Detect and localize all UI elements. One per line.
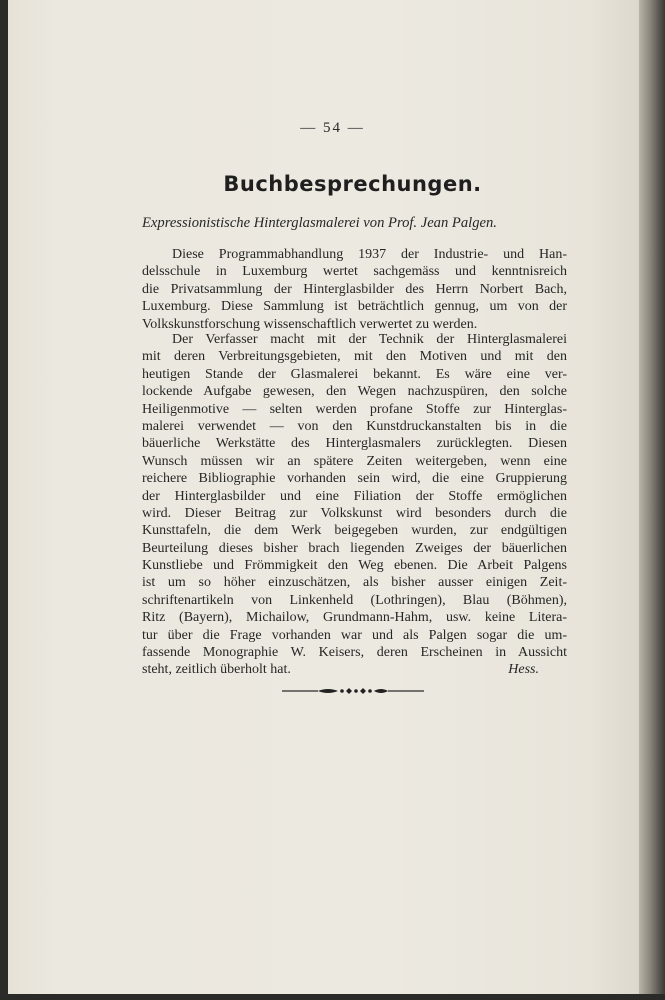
text-line: ist um so höher einzuschätzen, als bisher ausser einigen Zeit- <box>142 575 567 591</box>
text-line: bäuerliche Werkstätte des Hinterglasmalers zurücklegten. Diesen <box>142 436 567 452</box>
text-line: wird. Dieser Beitrag zur Volkskunst wird besonders durch die <box>142 505 567 521</box>
text-line: fassende Monographie W. Keisers, deren Erscheinen in Aussicht <box>142 645 567 661</box>
paragraph-1 <box>142 246 567 333</box>
text-line: Der Verfasser macht mit der Technik der Hinterglasmalerei <box>172 332 567 347</box>
text-line: schriftenartikeln von Linkenheld (Lothringen), Blau (Böhmen), <box>142 592 567 608</box>
text-line: lockende Aufgabe gewesen, den Wegen nachzuspüren, den solche <box>142 384 567 400</box>
text-line: delsschule in Luxemburg wertet sachgemäss und kenntnisreich <box>142 264 567 280</box>
page-number: — 54 — <box>300 120 365 136</box>
text-line: tur über die Frage vorhanden war und als Palgen sogar die um- <box>142 627 567 643</box>
text-line: Kunstliebe und Frömmigkeit den Weg ebenen. Die Arbeit Palgens <box>142 558 567 574</box>
text-line-final <box>142 661 567 678</box>
ornament-divider <box>282 684 424 698</box>
text-line: Volkskunstforschung wissenschaftlich verwertet zu werden. <box>142 316 478 332</box>
closing-text: steht, zeitlich überholt hat. <box>142 662 291 678</box>
bottom-edge <box>0 994 665 1000</box>
review-subtitle: Expressionistische Hinterglasmalerei von Prof. Jean Palgen. <box>142 215 497 231</box>
text-line: malerei verwendet — von den Kunstdruckanstalten bis in die <box>142 418 567 434</box>
binding-fold <box>639 0 665 1000</box>
text-line: heutigen Stande der Glasmalerei bekannt. Es wäre eine ver- <box>142 366 567 382</box>
text-line: Ritz (Bayern), Michailow, Grundmann-Hahm, usw. keine Litera- <box>142 610 567 626</box>
text-line: Wunsch müssen wir an spätere Zeiten weitergeben, wenn eine <box>142 453 567 469</box>
text-line: reichere Bibliographie vorhanden sein wird, die eine Gruppierung <box>142 471 567 487</box>
text-line: Luxemburg. Diese Sammlung ist beträchtlich gennug, um von der <box>142 299 567 315</box>
text-line: die Privatsammlung der Hinterglasbilder des Herrn Norbert Bach, <box>142 281 567 297</box>
text-line: Beurteilung dieses bisher brach liegenden Zweiges der bäuerlichen <box>142 540 567 556</box>
text-line: Diese Programmabhandlung 1937 der Industrie- und Han- <box>172 247 567 262</box>
text-line: mit deren Verbreitungsgebieten, mit den Motiven und mit den <box>142 349 567 365</box>
text-line: Kunsttafeln, die dem Werk beigegeben wurden, zur endgültigen <box>142 523 567 539</box>
paragraph-2 <box>142 331 567 679</box>
page-title: Buchbesprechungen. <box>223 172 482 196</box>
text-line: der Hinterglasbilder und eine Filiation der Stoffe ermöglichen <box>142 488 567 504</box>
signature: Hess. <box>508 662 539 678</box>
text-line: Heiligenmotive — selten werden profane Stoffe zur Hinterglas- <box>142 401 567 417</box>
